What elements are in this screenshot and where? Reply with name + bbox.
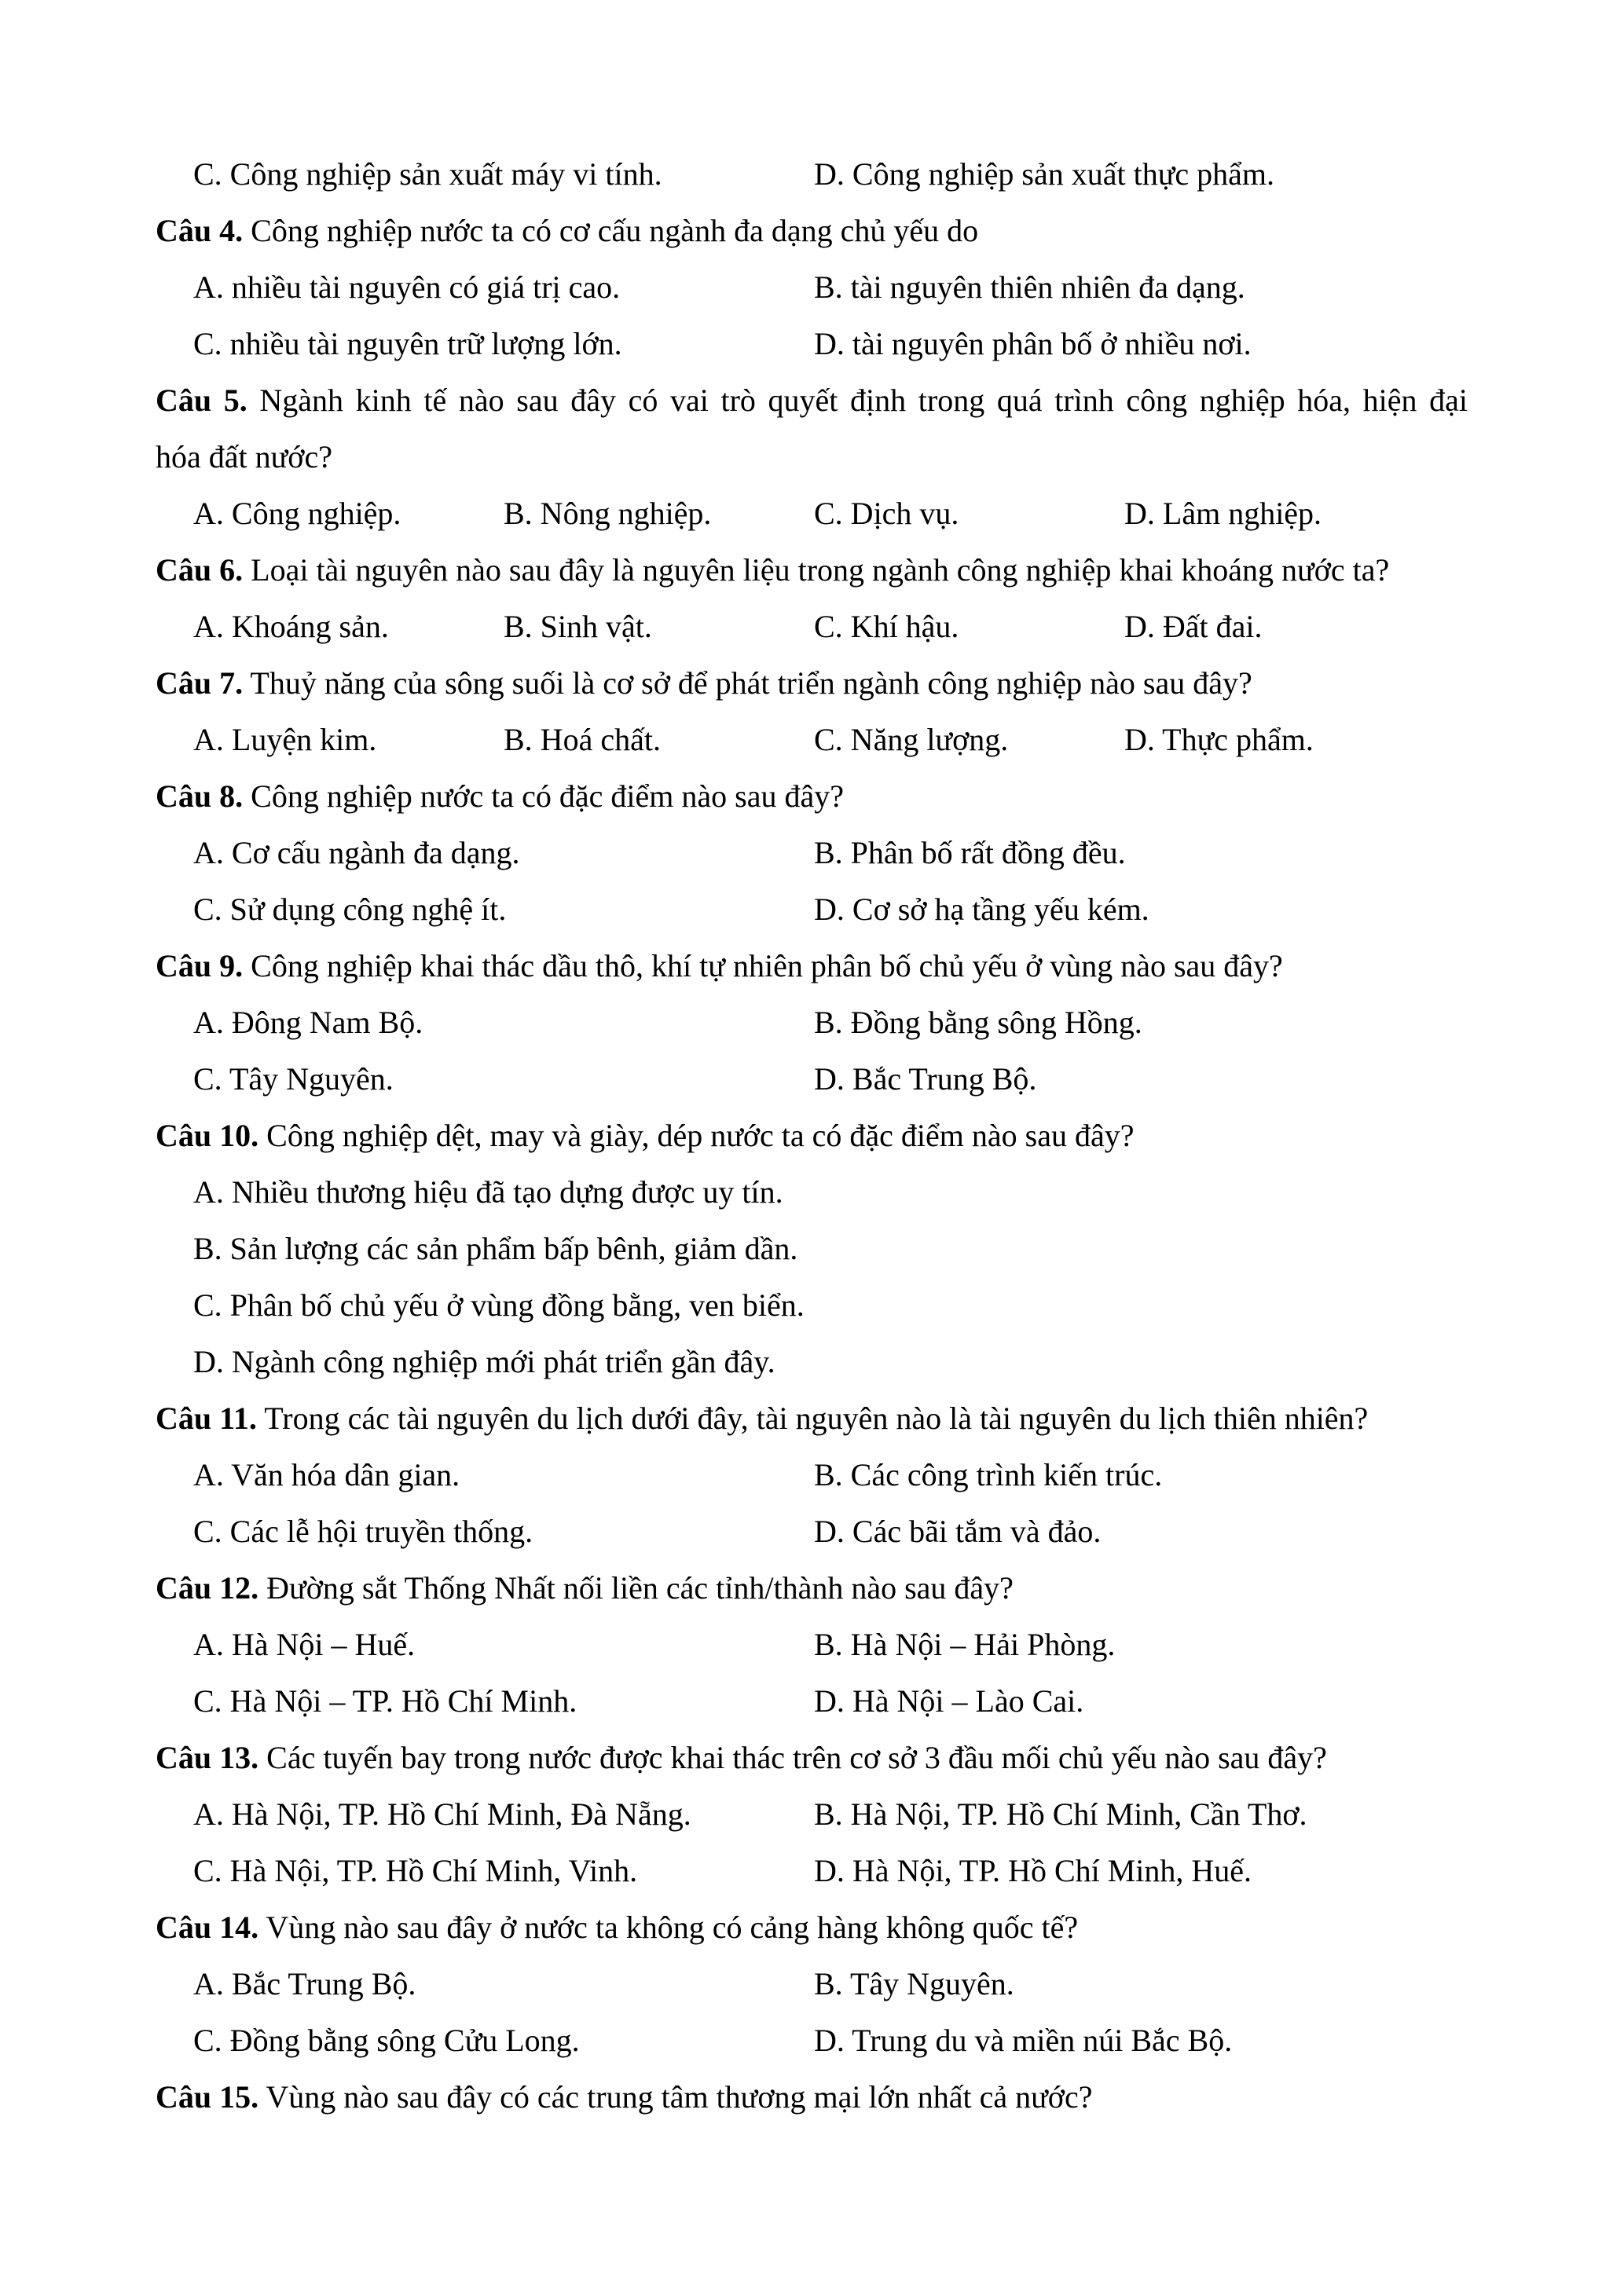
question-7	[156, 665, 1252, 702]
question-5-continued: hóa đất nước?	[156, 439, 332, 474]
option-8a: A. Cơ cấu ngành đa dạng.	[193, 835, 520, 870]
option-5b: B. Nông nghiệp.	[504, 496, 712, 531]
question-text: Loại tài nguyên nào sau đây là nguyên liệu trong ngành công nghiệp khai khoáng nước ta?	[243, 552, 1390, 588]
option-14a: A. Bắc Trung Bộ.	[193, 1966, 416, 2001]
question-text: Đường sắt Thống Nhất nối liền các tỉnh/thành nào sau đây?	[258, 1570, 1014, 1606]
option-9d: D. Bắc Trung Bộ.	[814, 1061, 1037, 1097]
option-6c: C. Khí hậu.	[814, 609, 959, 644]
option-4c: C. nhiều tài nguyên trữ lượng lớn.	[193, 326, 622, 361]
option-11d: D. Các bãi tắm và đảo.	[814, 1514, 1102, 1549]
option-12c: C. Hà Nội – TP. Hồ Chí Minh.	[193, 1683, 577, 1719]
option-11c: C. Các lễ hội truyền thống.	[193, 1514, 533, 1549]
option-6d: D. Đất đai.	[1124, 609, 1263, 644]
question-label: Câu 5.	[156, 383, 247, 418]
option-8d: D. Cơ sở hạ tầng yếu kém.	[814, 892, 1149, 927]
question-label: Câu 13.	[156, 1740, 259, 1775]
question-text: Các tuyến bay trong nước được khai thác trên cơ sở 3 đầu mối chủ yếu nào sau đây?	[258, 1740, 1327, 1775]
option-7d: D. Thực phẩm.	[1124, 722, 1314, 757]
option-10a: A. Nhiều thương hiệu đã tạo dựng được uy tín.	[193, 1174, 783, 1210]
question-6	[156, 551, 1389, 589]
question-10	[156, 1117, 1134, 1155]
question-text: Ngành kinh tế nào sau đây có vai trò quyết định trong quá trình công nghiệp hóa, hiện đại	[247, 383, 1468, 418]
question-5	[156, 382, 1468, 419]
option-9a: A. Đông Nam Bộ.	[193, 1005, 423, 1040]
question-13	[156, 1739, 1327, 1777]
question-text: Công nghiệp nước ta có đặc điểm nào sau đây?	[243, 778, 844, 814]
question-label: Câu 7.	[156, 665, 244, 701]
option-13a: A. Hà Nội, TP. Hồ Chí Minh, Đà Nẵng.	[193, 1796, 691, 1832]
question-label: Câu 4.	[156, 213, 244, 248]
option-6a: A. Khoáng sản.	[193, 609, 389, 644]
option-14d: D. Trung du và miền núi Bắc Bộ.	[814, 2023, 1233, 2058]
option-13b: B. Hà Nội, TP. Hồ Chí Minh, Cần Thơ.	[814, 1796, 1307, 1832]
option-10d: D. Ngành công nghiệp mới phát triển gần đây.	[193, 1344, 775, 1379]
question-text: Công nghiệp khai thác dầu thô, khí tự nhiên phân bố chủ yếu ở vùng nào sau đây?	[243, 948, 1283, 983]
option-10b: B. Sản lượng các sản phẩm bấp bênh, giảm dần.	[193, 1231, 798, 1266]
option-5c: C. Dịch vụ.	[814, 496, 959, 531]
option-3c: C. Công nghiệp sản xuất máy vi tính.	[193, 156, 662, 192]
question-9	[156, 947, 1283, 985]
option-14c: C. Đồng bằng sông Cửu Long.	[193, 2023, 580, 2058]
question-text: Công nghiệp dệt, may và giày, dép nước ta có đặc điểm nào sau đây?	[258, 1118, 1135, 1153]
option-8b: B. Phân bố rất đồng đều.	[814, 835, 1126, 870]
question-15	[156, 2078, 1092, 2116]
option-12a: A. Hà Nội – Huế.	[193, 1627, 416, 1662]
option-5a: A. Công nghiệp.	[193, 496, 401, 531]
option-10c: C. Phân bố chủ yếu ở vùng đồng bằng, ven biển.	[193, 1287, 805, 1323]
option-7c: C. Năng lượng.	[814, 722, 1009, 757]
question-text: Thuỷ năng của sông suối là cơ sở để phát triển ngành công nghiệp nào sau đây?	[243, 665, 1252, 701]
option-5d: D. Lâm nghiệp.	[1124, 496, 1322, 531]
option-6b: B. Sinh vật.	[504, 609, 652, 644]
option-3d: D. Công nghiệp sản xuất thực phẩm.	[814, 156, 1275, 192]
question-8	[156, 778, 844, 815]
question-4	[156, 212, 978, 250]
option-9b: B. Đồng bằng sông Hồng.	[814, 1005, 1142, 1040]
option-4d: D. tài nguyên phân bố ở nhiều nơi.	[814, 326, 1252, 361]
question-text: Công nghiệp nước ta có cơ cấu ngành đa dạng chủ yếu do	[243, 213, 979, 248]
question-12	[156, 1569, 1014, 1607]
option-13c: C. Hà Nội, TP. Hồ Chí Minh, Vinh.	[193, 1853, 638, 1888]
question-11	[156, 1400, 1368, 1437]
option-11a: A. Văn hóa dân gian.	[193, 1457, 460, 1492]
option-9c: C. Tây Nguyên.	[193, 1061, 394, 1097]
option-4b: B. tài nguyên thiên nhiên đa dạng.	[814, 269, 1245, 305]
question-label: Câu 9.	[156, 948, 244, 983]
option-12b: B. Hà Nội – Hải Phòng.	[814, 1627, 1116, 1662]
option-7a: A. Luyện kim.	[193, 722, 377, 757]
question-14	[156, 1909, 1078, 1946]
question-label: Câu 14.	[156, 1910, 259, 1945]
question-text: Vùng nào sau đây ở nước ta không có cảng hàng không quốc tế?	[258, 1910, 1079, 1945]
option-7b: B. Hoá chất.	[504, 722, 661, 757]
question-label: Câu 10.	[156, 1118, 259, 1153]
option-12d: D. Hà Nội – Lào Cai.	[814, 1683, 1084, 1719]
option-11b: B. Các công trình kiến trúc.	[814, 1457, 1163, 1492]
question-label: Câu 11.	[156, 1401, 257, 1436]
question-text: Trong các tài nguyên du lịch dưới đây, tài nguyên nào là tài nguyên du lịch thiên nhiên?	[256, 1401, 1369, 1436]
question-label: Câu 12.	[156, 1570, 259, 1606]
question-label: Câu 15.	[156, 2079, 259, 2115]
option-4a: A. nhiều tài nguyên có giá trị cao.	[193, 269, 621, 305]
question-label: Câu 8.	[156, 778, 244, 814]
question-label: Câu 6.	[156, 552, 244, 588]
question-text: Vùng nào sau đây có các trung tâm thương mại lớn nhất cả nước?	[258, 2079, 1093, 2115]
option-8c: C. Sử dụng công nghệ ít.	[193, 892, 507, 927]
option-14b: B. Tây Nguyên.	[814, 1966, 1014, 2001]
option-13d: D. Hà Nội, TP. Hồ Chí Minh, Huế.	[814, 1853, 1252, 1888]
